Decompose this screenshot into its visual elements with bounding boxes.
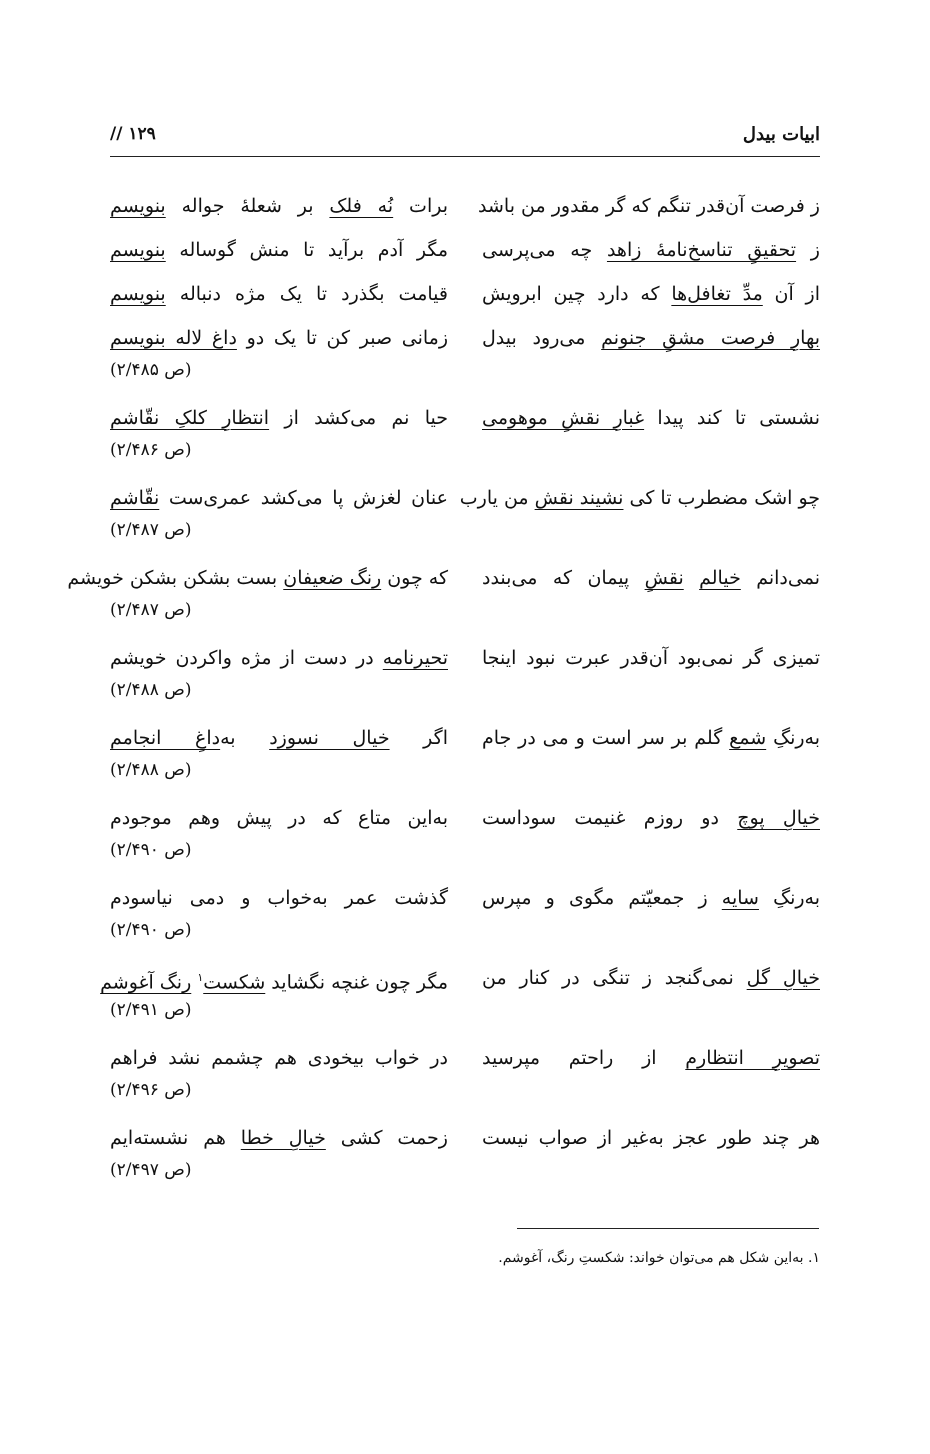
- underlined-phrase: بنویسم: [110, 239, 166, 261]
- hemistich-second: [110, 722, 448, 754]
- verse-text: برات: [393, 195, 448, 217]
- hemistich-first: [482, 1122, 820, 1154]
- couplet: [110, 482, 820, 562]
- underlined-phrase: بنویسم: [110, 283, 166, 305]
- hemistich-first: [459, 482, 820, 514]
- couplet: [110, 882, 820, 962]
- couplet: [110, 234, 820, 278]
- verse-text: اگر: [389, 727, 448, 749]
- couplet: [67, 562, 820, 642]
- underlined-phrase: بنویسم: [110, 195, 166, 217]
- page-reference: (ص ۲/۴۸۸): [110, 680, 192, 700]
- underlined-phrase: تصویرِ انتظارم: [685, 1047, 820, 1069]
- verse-text: من یارب: [459, 487, 535, 509]
- page-number: ۱۲۹ //: [110, 124, 156, 144]
- verse-text: بست بشکن بشکن خویشم: [67, 567, 284, 589]
- hemistich-second: [110, 402, 448, 434]
- verse-text: چه می‌پرسی: [482, 239, 607, 261]
- hemistich-second: [110, 322, 448, 354]
- hemistich-second: [100, 962, 448, 998]
- page-reference: (ص ۲/۴۸۷): [110, 520, 192, 540]
- verse-text: پیمان که می‌بندد: [482, 567, 645, 589]
- verse-text: از آن: [762, 283, 820, 305]
- hemistich-second: [110, 234, 448, 266]
- page-reference: (ص ۲/۴۹۰): [110, 920, 192, 940]
- couplet: [110, 722, 820, 802]
- couplet: [110, 802, 820, 882]
- hemistich-first: [482, 962, 820, 994]
- hemistich-second: [110, 1122, 448, 1154]
- verse-text: در خواب بیخودی هم چشمم نشد فراهم: [110, 1047, 448, 1069]
- underlined-phrase: سایه: [721, 887, 759, 909]
- verse-text: مگر چون غنچه نگشاید: [265, 971, 448, 994]
- hemistich-second: [110, 882, 448, 914]
- underlined-phrase: شمع: [729, 727, 767, 749]
- verse-text: گذشت عمر به‌خواب و دمی نیاسودم: [110, 887, 448, 909]
- verse-text: هم نشسته‌ایم: [110, 1127, 241, 1149]
- couplet: [110, 642, 820, 722]
- verse-text: که چون: [381, 567, 448, 589]
- verse-text: دو روزم غنیمت سوداست: [482, 807, 738, 829]
- verse-text: چو اشک مضطرب تا کی: [623, 487, 820, 509]
- underlined-phrase: خیالم: [699, 567, 741, 589]
- verse-text: هر چند طور عجز به‌غیر از صواب نیست: [482, 1127, 820, 1149]
- verse-text: به‌رنگِ: [766, 727, 821, 749]
- couplet: [100, 962, 820, 1042]
- underlined-phrase: رنگ ضعیفان: [283, 567, 382, 589]
- underlined-phrase: داغ لاله بنویسم: [110, 327, 237, 349]
- underlined-phrase: رنگ آغوشم: [100, 971, 192, 994]
- page-reference: (ص ۲/۴۸۵): [110, 360, 192, 380]
- underlined-phrase: بهارِ فرصت مشقِ جنونم: [601, 327, 820, 349]
- running-title: ابیات بیدل: [742, 124, 820, 145]
- underlined-phrase: نشیند نقش: [534, 487, 624, 509]
- couplet: [110, 322, 820, 402]
- hemistich-first: [482, 234, 820, 266]
- verse-text: نشستی تا کند پیدا: [644, 407, 820, 429]
- couplet: [110, 190, 820, 234]
- hemistich-first: [482, 322, 820, 354]
- hemistich-first: [482, 882, 820, 914]
- page-reference: (ص ۲/۴۹۱): [110, 1000, 192, 1020]
- page-reference: (ص ۲/۴۹۷): [110, 1160, 192, 1180]
- underlined-phrase: نقّاشم: [110, 487, 160, 509]
- hemistich-second: [110, 482, 448, 514]
- underlined-phrase: نُه فلک: [329, 195, 394, 217]
- underlined-phrase: داغِ انجامم: [110, 727, 221, 749]
- verse-text: زمانی صبر کن تا یک دو: [236, 327, 448, 349]
- underlined-phrase: انتظارِ کلکِ نقّاشم: [110, 407, 270, 429]
- verse-text: زحمت کشی: [325, 1127, 448, 1149]
- underlined-phrase: نقشِ: [644, 567, 684, 589]
- page-reference: (ص ۲/۴۹۶): [110, 1080, 192, 1100]
- verse-text: [684, 567, 699, 589]
- poem-body: [67, 190, 821, 1202]
- verse-text: از راحتم مپرسید: [482, 1047, 686, 1069]
- hemistich-first: [482, 278, 820, 310]
- hemistich-second: [67, 562, 448, 594]
- underlined-phrase: خیالِ خطا: [240, 1127, 326, 1149]
- hemistich-second: [110, 278, 448, 310]
- underlined-phrase: شکست: [203, 971, 266, 994]
- underlined-phrase: تحیرنامه: [382, 647, 448, 669]
- verse-text: که دارد چین ابرویش: [482, 283, 672, 305]
- hemistich-second: [110, 802, 448, 834]
- verse-text: می‌رود بیدل: [482, 327, 602, 349]
- verse-text: به‌این متاع که در پیش وهم موجودم: [110, 807, 448, 829]
- page-reference: (ص ۲/۴۹۰): [110, 840, 192, 860]
- underlined-phrase: تحقیقِ تناسخ‌نامهٔ زاهد: [606, 239, 797, 261]
- page-reference: (ص ۲/۴۸۶): [110, 440, 192, 460]
- verse-text: گلم بر سر است و می در جام: [482, 727, 730, 749]
- verse-text: ز: [796, 239, 820, 261]
- verse-text: عنان لغزش پا می‌کشد عمری‌ست: [159, 487, 448, 509]
- hemistich-first: [482, 642, 820, 674]
- verse-text: به‌رنگِ: [758, 887, 821, 909]
- couplet: [110, 402, 820, 482]
- couplet: [110, 1042, 820, 1122]
- hemistich-first: [482, 402, 820, 434]
- verse-text: بر شعلهٔ جواله: [165, 195, 330, 217]
- verse-text: قیامت بگذرد تا یک مژه دنباله: [165, 283, 448, 305]
- footnote-divider: [517, 1228, 819, 1229]
- verse-text: ز فرصت آن‌قدر تنگم که گر مقدور من باشد: [478, 195, 820, 217]
- couplet: [110, 1122, 820, 1202]
- hemistich-first: [482, 802, 820, 834]
- underlined-phrase: غبارِ نقشِ موهومی: [482, 407, 645, 429]
- page-reference: (ص ۲/۴۸۷): [110, 600, 192, 620]
- hemistich-second: [110, 190, 448, 222]
- page-reference: (ص ۲/۴۸۸): [110, 760, 192, 780]
- verse-text: نمی‌دانم: [740, 567, 820, 589]
- footnote: ۱. به‌این شکل هم می‌توان خواند: شکستِ رنگ، آغوشم.: [498, 1250, 820, 1266]
- verse-text: تمیزی گر نمی‌بود آن‌قدر عبرت نبود اینجا: [482, 647, 820, 669]
- underlined-phrase: خیالِ پوچ: [737, 807, 820, 829]
- hemistich-first: [482, 1042, 820, 1074]
- verse-text: ز جمعیّتم مگوی و مپرس: [482, 887, 722, 909]
- verse-text: در دست از مژه واکردن خویشم: [110, 647, 383, 669]
- underlined-phrase: خیال نسوزد: [269, 727, 390, 749]
- verse-text: مگر آدم برآید تا منش گوساله: [165, 239, 448, 261]
- footnote-marker: ۱: [197, 971, 204, 984]
- verse-text: نمی‌گنجد ز تنگی در کنار من: [482, 967, 747, 989]
- underlined-phrase: مدِّ تغافل‌ها: [671, 283, 763, 305]
- verse-text: حیا نم می‌کشد از: [269, 407, 449, 429]
- verse-text: به‌: [220, 727, 270, 749]
- running-header: [110, 118, 820, 157]
- hemistich-first: [478, 190, 820, 222]
- hemistich-first: [482, 722, 820, 754]
- underlined-phrase: خیالِ گل: [746, 967, 820, 989]
- hemistich-first: [482, 562, 820, 594]
- hemistich-second: [110, 642, 448, 674]
- couplet: [110, 278, 820, 322]
- hemistich-second: [110, 1042, 448, 1074]
